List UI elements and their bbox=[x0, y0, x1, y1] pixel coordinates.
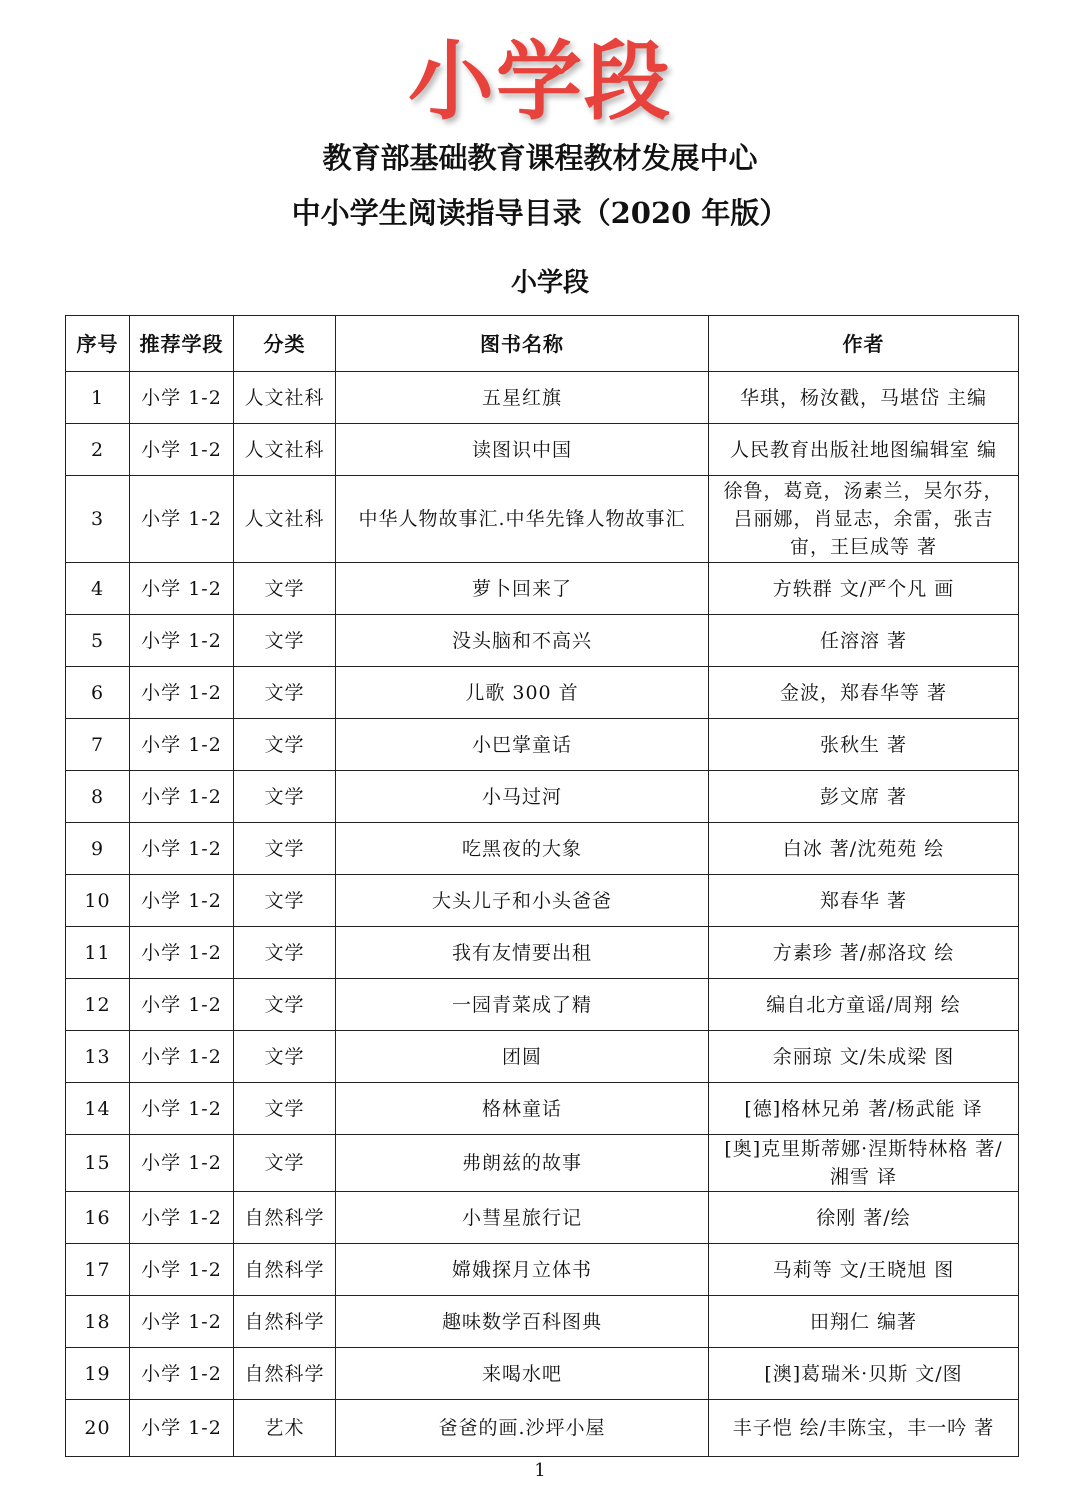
cell-category: 自然科学 bbox=[234, 1348, 336, 1400]
cell-no: 13 bbox=[66, 1031, 130, 1083]
table-row bbox=[66, 1296, 1019, 1348]
cell-category: 文学 bbox=[234, 927, 336, 979]
cell-category: 文学 bbox=[234, 771, 336, 823]
cell-no: 20 bbox=[66, 1400, 130, 1457]
cell-title: 读图识中国 bbox=[336, 424, 709, 476]
cell-grade: 小学 1-2 bbox=[130, 1083, 234, 1135]
cell-category: 文学 bbox=[234, 563, 336, 615]
table-row bbox=[66, 823, 1019, 875]
cell-no: 18 bbox=[66, 1296, 130, 1348]
book-list-table bbox=[65, 315, 1019, 1457]
cell-grade: 小学 1-2 bbox=[130, 979, 234, 1031]
cell-grade: 小学 1-2 bbox=[130, 927, 234, 979]
cell-title: 趣味数学百科图典 bbox=[336, 1296, 709, 1348]
cell-title: 萝卜回来了 bbox=[336, 563, 709, 615]
cell-author: 金波，郑春华等 著 bbox=[709, 667, 1019, 719]
cell-no: 16 bbox=[66, 1192, 130, 1244]
cell-author: 白冰 著/沈苑苑 绘 bbox=[709, 823, 1019, 875]
cell-title: 儿歌 300 首 bbox=[336, 667, 709, 719]
table-row bbox=[66, 372, 1019, 424]
cell-title: 弗朗兹的故事 bbox=[336, 1135, 709, 1192]
cell-title: 来喝水吧 bbox=[336, 1348, 709, 1400]
cell-author: 编自北方童谣/周翔 绘 bbox=[709, 979, 1019, 1031]
cell-no: 15 bbox=[66, 1135, 130, 1192]
table-row bbox=[66, 875, 1019, 927]
cell-category: 人文社科 bbox=[234, 372, 336, 424]
cell-no: 6 bbox=[66, 667, 130, 719]
cell-category: 自然科学 bbox=[234, 1296, 336, 1348]
cell-grade: 小学 1-2 bbox=[130, 823, 234, 875]
cell-grade: 小学 1-2 bbox=[130, 1400, 234, 1457]
cell-author: 任溶溶 著 bbox=[709, 615, 1019, 667]
cell-no: 17 bbox=[66, 1244, 130, 1296]
cell-category: 文学 bbox=[234, 615, 336, 667]
org-title: 教育部基础教育课程教材发展中心 bbox=[322, 141, 758, 175]
table-row bbox=[66, 667, 1019, 719]
column-header-no: 序号 bbox=[66, 316, 130, 372]
cell-author: 徐鲁，葛竟，汤素兰，吴尔芬，吕丽娜，肖显志，余雷，张吉宙，王巨成等 著 bbox=[709, 476, 1019, 563]
table-row bbox=[66, 1244, 1019, 1296]
cell-category: 文学 bbox=[234, 719, 336, 771]
cell-no: 10 bbox=[66, 875, 130, 927]
cell-no: 1 bbox=[66, 372, 130, 424]
section-title: 小学段 bbox=[510, 268, 589, 298]
table-row bbox=[66, 424, 1019, 476]
cell-author: [奥]克里斯蒂娜·涅斯特林格 著/湘雪 译 bbox=[709, 1135, 1019, 1192]
table-row bbox=[66, 1400, 1019, 1457]
cell-author: 丰子恺 绘/丰陈宝，丰一吟 著 bbox=[709, 1400, 1019, 1457]
cell-title: 小马过河 bbox=[336, 771, 709, 823]
cell-no: 12 bbox=[66, 979, 130, 1031]
cell-title: 我有友情要出租 bbox=[336, 927, 709, 979]
cell-title: 爸爸的画.沙坪小屋 bbox=[336, 1400, 709, 1457]
cell-title: 格林童话 bbox=[336, 1083, 709, 1135]
cell-title: 五星红旗 bbox=[336, 372, 709, 424]
cell-no: 3 bbox=[66, 476, 130, 563]
cell-grade: 小学 1-2 bbox=[130, 771, 234, 823]
cell-title: 小巴掌童话 bbox=[336, 719, 709, 771]
cell-grade: 小学 1-2 bbox=[130, 1296, 234, 1348]
cell-author: 徐刚 著/绘 bbox=[709, 1192, 1019, 1244]
table-row bbox=[66, 1348, 1019, 1400]
catalog-title: 中小学生阅读指导目录（2020 年版） bbox=[291, 196, 789, 230]
cell-no: 9 bbox=[66, 823, 130, 875]
cell-grade: 小学 1-2 bbox=[130, 476, 234, 563]
cell-grade: 小学 1-2 bbox=[130, 667, 234, 719]
cell-grade: 小学 1-2 bbox=[130, 372, 234, 424]
cell-category: 文学 bbox=[234, 1135, 336, 1192]
cell-author: 方素珍 著/郝洛玟 绘 bbox=[709, 927, 1019, 979]
table-header-row bbox=[66, 316, 1019, 372]
table-row bbox=[66, 1083, 1019, 1135]
cell-no: 2 bbox=[66, 424, 130, 476]
big-title: 小学段 bbox=[408, 32, 672, 132]
cell-author: 华琪，杨汝戳，马堪岱 主编 bbox=[709, 372, 1019, 424]
cell-author: [澳]葛瑞米·贝斯 文/图 bbox=[709, 1348, 1019, 1400]
cell-grade: 小学 1-2 bbox=[130, 424, 234, 476]
cell-title: 一园青菜成了精 bbox=[336, 979, 709, 1031]
cell-author: 余丽琼 文/朱成梁 图 bbox=[709, 1031, 1019, 1083]
cell-no: 7 bbox=[66, 719, 130, 771]
cell-author: 张秋生 著 bbox=[709, 719, 1019, 771]
cell-category: 文学 bbox=[234, 667, 336, 719]
cell-grade: 小学 1-2 bbox=[130, 1348, 234, 1400]
cell-grade: 小学 1-2 bbox=[130, 615, 234, 667]
cell-no: 8 bbox=[66, 771, 130, 823]
cell-category: 自然科学 bbox=[234, 1244, 336, 1296]
cell-grade: 小学 1-2 bbox=[130, 1135, 234, 1192]
table-row bbox=[66, 1135, 1019, 1192]
cell-grade: 小学 1-2 bbox=[130, 1031, 234, 1083]
table-row bbox=[66, 1031, 1019, 1083]
cell-no: 14 bbox=[66, 1083, 130, 1135]
cell-title: 吃黑夜的大象 bbox=[336, 823, 709, 875]
cell-no: 19 bbox=[66, 1348, 130, 1400]
cell-title: 小彗星旅行记 bbox=[336, 1192, 709, 1244]
table-row bbox=[66, 1192, 1019, 1244]
cell-title: 嫦娥探月立体书 bbox=[336, 1244, 709, 1296]
cell-author: [德]格林兄弟 著/杨武能 译 bbox=[709, 1083, 1019, 1135]
cell-title: 团圆 bbox=[336, 1031, 709, 1083]
page-number: 1 bbox=[534, 1460, 546, 1481]
table-row bbox=[66, 771, 1019, 823]
cell-category: 人文社科 bbox=[234, 476, 336, 563]
table-row bbox=[66, 719, 1019, 771]
table-row bbox=[66, 476, 1019, 563]
cell-author: 田翔仁 编著 bbox=[709, 1296, 1019, 1348]
cell-category: 文学 bbox=[234, 1031, 336, 1083]
cell-title: 中华人物故事汇.中华先锋人物故事汇 bbox=[336, 476, 709, 563]
cell-no: 4 bbox=[66, 563, 130, 615]
cell-author: 郑春华 著 bbox=[709, 875, 1019, 927]
cell-grade: 小学 1-2 bbox=[130, 563, 234, 615]
cell-title: 大头儿子和小头爸爸 bbox=[336, 875, 709, 927]
table-row bbox=[66, 563, 1019, 615]
cell-grade: 小学 1-2 bbox=[130, 1244, 234, 1296]
cell-no: 11 bbox=[66, 927, 130, 979]
cell-category: 自然科学 bbox=[234, 1192, 336, 1244]
table-row bbox=[66, 979, 1019, 1031]
cell-author: 马莉等 文/王晓旭 图 bbox=[709, 1244, 1019, 1296]
column-header-title: 图书名称 bbox=[336, 316, 709, 372]
column-header-author: 作者 bbox=[709, 316, 1019, 372]
cell-category: 文学 bbox=[234, 823, 336, 875]
column-header-grade: 推荐学段 bbox=[130, 316, 234, 372]
column-header-category: 分类 bbox=[234, 316, 336, 372]
cell-grade: 小学 1-2 bbox=[130, 875, 234, 927]
cell-title: 没头脑和不高兴 bbox=[336, 615, 709, 667]
table-row bbox=[66, 927, 1019, 979]
cell-no: 5 bbox=[66, 615, 130, 667]
cell-category: 人文社科 bbox=[234, 424, 336, 476]
cell-category: 文学 bbox=[234, 875, 336, 927]
cell-category: 艺术 bbox=[234, 1400, 336, 1457]
cell-category: 文学 bbox=[234, 1083, 336, 1135]
cell-author: 彭文席 著 bbox=[709, 771, 1019, 823]
cell-author: 方轶群 文/严个凡 画 bbox=[709, 563, 1019, 615]
cell-grade: 小学 1-2 bbox=[130, 719, 234, 771]
cell-category: 文学 bbox=[234, 979, 336, 1031]
table-row bbox=[66, 615, 1019, 667]
cell-grade: 小学 1-2 bbox=[130, 1192, 234, 1244]
cell-author: 人民教育出版社地图编辑室 编 bbox=[709, 424, 1019, 476]
